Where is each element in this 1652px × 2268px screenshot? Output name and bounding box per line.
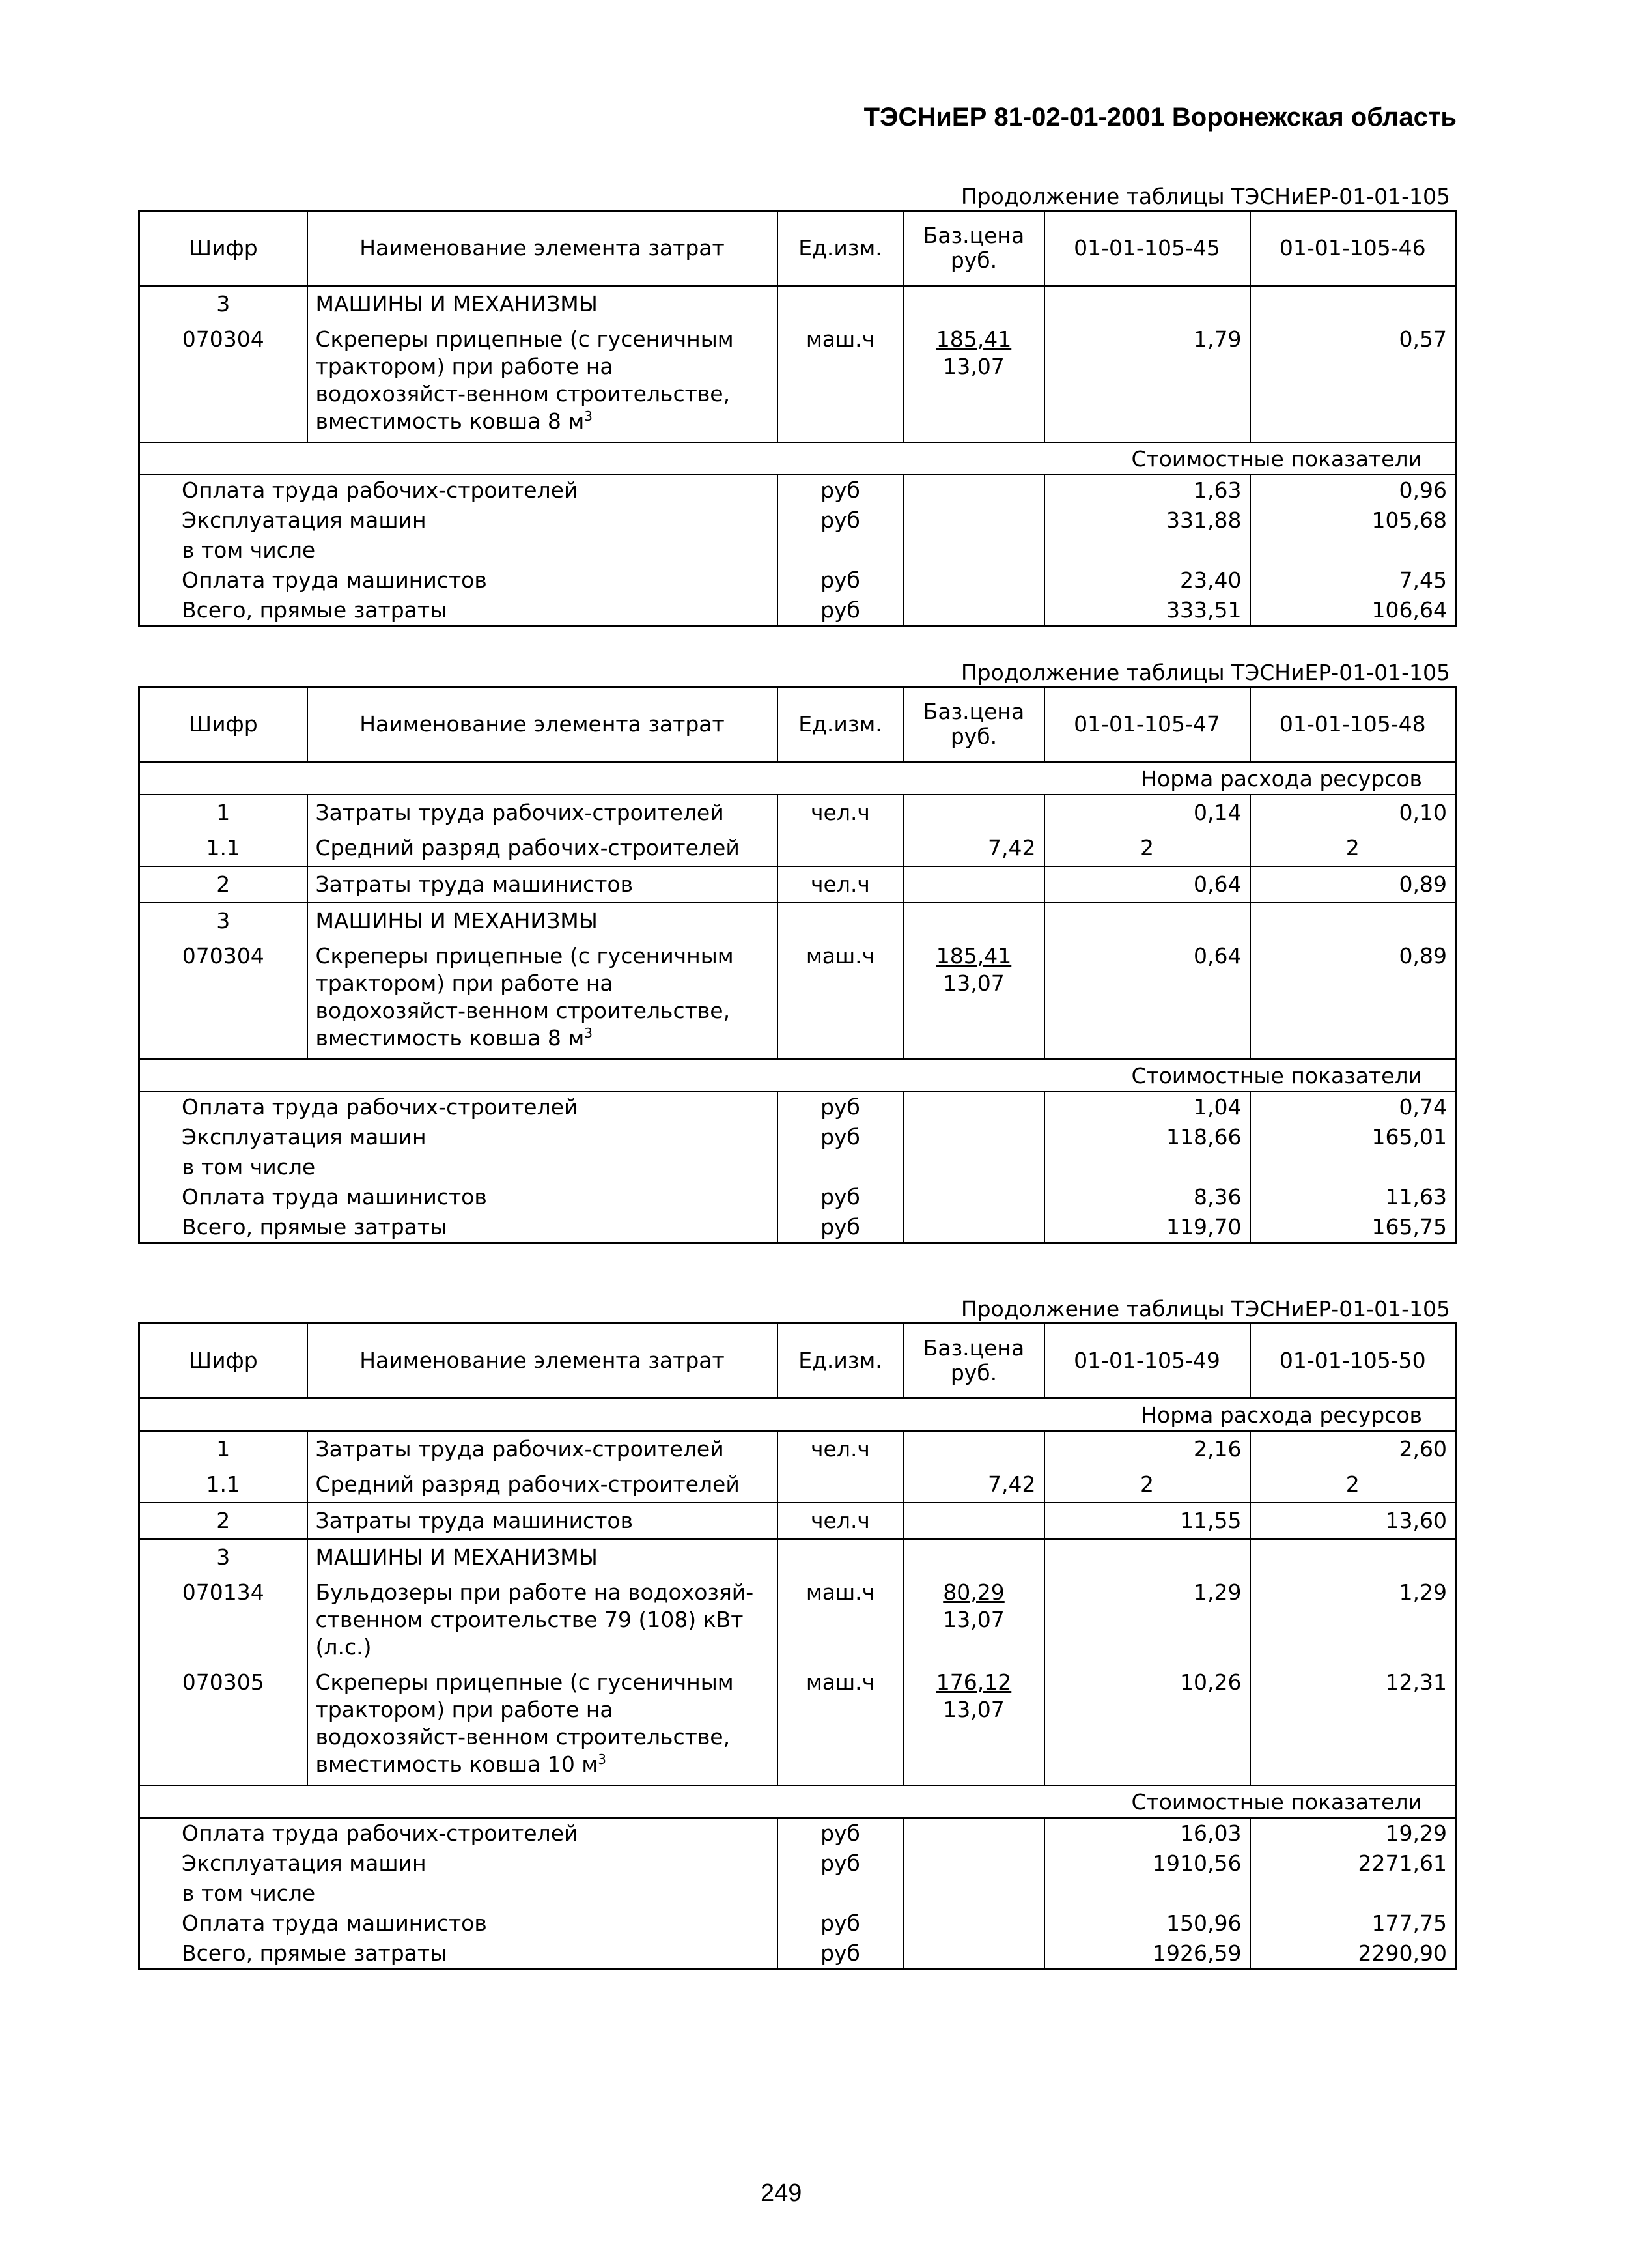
row-value: 2,60 (1250, 1431, 1456, 1467)
row-code: 070304 (139, 322, 307, 439)
totals-row (139, 1878, 1456, 1908)
empty-cell (904, 1878, 1044, 1908)
row-name: Затраты труда машинистов (307, 1503, 777, 1539)
empty-cell (777, 1539, 904, 1575)
row-price (904, 1503, 1044, 1539)
machine-name-text: Скреперы прицепные (с гусеничным трактором) при работе на водохозяйст-венном строительстве, вместимость ковша 8 м (315, 943, 734, 1051)
row-value: 0,89 (1250, 866, 1456, 903)
table-continuation-caption: Продолжение таблицы ТЭСНиЕР-01-01-105 (960, 184, 1450, 209)
totals-value: 118,66 (1044, 1122, 1250, 1152)
machine-row (139, 1665, 1456, 1782)
totals-label: в том числе (139, 535, 777, 565)
totals-unit (777, 1878, 904, 1908)
totals-value: 0,74 (1250, 1092, 1456, 1122)
empty-cell (904, 535, 1044, 565)
machine-row (139, 939, 1456, 1056)
totals-row (139, 565, 1456, 595)
col-name-header: Наименование элемента затрат (307, 687, 777, 762)
totals-label: Эксплуатация машин (139, 505, 777, 535)
machines-header-row (139, 1539, 1456, 1575)
row-value: 2,16 (1044, 1431, 1250, 1467)
row-code: 3 (139, 1539, 307, 1575)
row-price (904, 322, 1044, 439)
totals-value (1044, 1878, 1250, 1908)
empty-cell (1250, 903, 1456, 939)
row-unit: маш.ч (777, 1665, 904, 1782)
totals-value (1250, 535, 1456, 565)
empty-cell (904, 903, 1044, 939)
totals-row (139, 1818, 1456, 1849)
row-code: 2 (139, 1503, 307, 1539)
empty-cell (904, 1818, 1044, 1849)
empty-cell (904, 1908, 1044, 1938)
totals-row (139, 595, 1456, 627)
col-unit-header: Ед.изм. (777, 211, 904, 286)
table-continuation-caption: Продолжение таблицы ТЭСНиЕР-01-01-105 (960, 660, 1450, 685)
empty-cell (1250, 1539, 1456, 1575)
totals-value: 1926,59 (1044, 1938, 1250, 1970)
totals-label: в том числе (139, 1152, 777, 1182)
row-name (307, 322, 777, 439)
empty-cell (1044, 903, 1250, 939)
row-name (307, 1575, 777, 1665)
totals-unit: руб (777, 1938, 904, 1970)
totals-value: 105,68 (1250, 505, 1456, 535)
totals-value: 333,51 (1044, 595, 1250, 627)
col-norm-header: 01-01-105-48 (1250, 687, 1456, 762)
totals-unit: руб (777, 1908, 904, 1938)
totals-unit: руб (777, 1182, 904, 1212)
totals-value: 1,63 (1044, 475, 1250, 505)
table-continuation-caption: Продолжение таблицы ТЭСНиЕР-01-01-105 (960, 1296, 1450, 1322)
row-value: 2 (1250, 830, 1456, 866)
totals-row (139, 505, 1456, 535)
row-unit: чел.ч (777, 866, 904, 903)
row-value: 1,29 (1044, 1575, 1250, 1665)
row-value: 0,10 (1250, 795, 1456, 830)
row-value: 1,29 (1250, 1575, 1456, 1665)
totals-value: 150,96 (1044, 1908, 1250, 1938)
table-row (139, 866, 1456, 903)
col-norm-header: 01-01-105-49 (1044, 1324, 1250, 1398)
empty-cell (904, 1212, 1044, 1243)
col-code-header: Шифр (139, 1324, 307, 1398)
totals-value (1250, 1878, 1456, 1908)
totals-label: в том числе (139, 1878, 777, 1908)
totals-unit: руб (777, 595, 904, 627)
price-main: 176,12 (936, 1669, 1012, 1695)
row-unit: маш.ч (777, 1575, 904, 1665)
totals-value (1250, 1152, 1456, 1182)
empty-cell (904, 286, 1044, 322)
resource-table (138, 1322, 1457, 1970)
totals-value: 106,64 (1250, 595, 1456, 627)
resource-table (138, 210, 1457, 627)
row-code: 1.1 (139, 1467, 307, 1503)
empty-cell (904, 1092, 1044, 1122)
empty-cell (777, 903, 904, 939)
machines-header-row (139, 903, 1456, 939)
price-sub: 13,07 (943, 1697, 1005, 1722)
totals-value: 8,36 (1044, 1182, 1250, 1212)
empty-cell (904, 1182, 1044, 1212)
row-value: 10,26 (1044, 1665, 1250, 1782)
table-row (139, 1467, 1456, 1503)
empty-cell (904, 1539, 1044, 1575)
table-row (139, 795, 1456, 830)
totals-unit: руб (777, 505, 904, 535)
resource-table (138, 686, 1457, 1244)
row-value: 2 (1044, 1467, 1250, 1503)
totals-unit: руб (777, 1122, 904, 1152)
totals-row (139, 1122, 1456, 1152)
table-row (139, 1431, 1456, 1467)
empty-cell (777, 286, 904, 322)
empty-cell (904, 595, 1044, 627)
empty-cell (1044, 1539, 1250, 1575)
totals-label: Оплата труда рабочих-строителей (139, 475, 777, 505)
totals-row (139, 1938, 1456, 1970)
totals-value: 0,96 (1250, 475, 1456, 505)
row-value: 0,89 (1250, 939, 1456, 1056)
totals-value: 165,01 (1250, 1122, 1456, 1152)
table-row (139, 1503, 1456, 1539)
price-main: 80,29 (943, 1580, 1005, 1605)
row-value: 2 (1250, 1467, 1456, 1503)
empty-cell (1250, 286, 1456, 322)
cost-section-row (139, 1059, 1456, 1092)
col-price-header: Баз.цена руб. (904, 687, 1044, 762)
totals-label: Оплата труда рабочих-строителей (139, 1092, 777, 1122)
unit-superscript: 3 (584, 408, 593, 424)
row-value: 2 (1044, 830, 1250, 866)
row-price (904, 1431, 1044, 1467)
unit-superscript: 3 (598, 1751, 606, 1767)
table-header-row (139, 211, 1456, 286)
row-name (307, 939, 777, 1056)
row-value: 0,57 (1250, 322, 1456, 439)
row-code: 1.1 (139, 830, 307, 866)
empty-cell (904, 565, 1044, 595)
price-sub: 13,07 (943, 354, 1005, 379)
totals-value: 7,45 (1250, 565, 1456, 595)
row-name: МАШИНЫ И МЕХАНИЗМЫ (307, 1539, 777, 1575)
row-code: 2 (139, 866, 307, 903)
row-price (904, 1575, 1044, 1665)
empty-cell (904, 1122, 1044, 1152)
totals-row (139, 1092, 1456, 1122)
totals-row (139, 475, 1456, 505)
cost-section-row (139, 442, 1456, 475)
totals-unit: руб (777, 565, 904, 595)
totals-label: Эксплуатация машин (139, 1122, 777, 1152)
totals-label: Оплата труда машинистов (139, 1908, 777, 1938)
machine-name-text: Бульдозеры при работе на водохозяй-ственном строительстве 79 (108) кВт (л.с.) (315, 1580, 754, 1660)
col-name-header: Наименование элемента затрат (307, 1324, 777, 1398)
totals-value: 1910,56 (1044, 1849, 1250, 1878)
row-code: 070304 (139, 939, 307, 1056)
totals-label: Оплата труда машинистов (139, 1182, 777, 1212)
row-name: Средний разряд рабочих-строителей (307, 830, 777, 866)
col-price-header: Баз.цена руб. (904, 1324, 1044, 1398)
totals-value: 119,70 (1044, 1212, 1250, 1243)
row-code: 3 (139, 903, 307, 939)
price-sub: 13,07 (943, 1607, 1005, 1632)
norm-section-label: Норма расхода ресурсов (139, 762, 1456, 795)
totals-value: 1,04 (1044, 1092, 1250, 1122)
table-header-row (139, 1324, 1456, 1398)
row-unit: маш.ч (777, 939, 904, 1056)
totals-value (1044, 1152, 1250, 1182)
page-number: 249 (761, 2179, 802, 2207)
totals-unit: руб (777, 1849, 904, 1878)
row-unit (777, 1467, 904, 1503)
row-price (904, 866, 1044, 903)
row-value: 0,64 (1044, 866, 1250, 903)
totals-value: 177,75 (1250, 1908, 1456, 1938)
totals-label: Всего, прямые затраты (139, 1212, 777, 1243)
col-code-header: Шифр (139, 687, 307, 762)
row-price (904, 939, 1044, 1056)
row-unit: чел.ч (777, 1431, 904, 1467)
totals-value: 2271,61 (1250, 1849, 1456, 1878)
totals-row (139, 1849, 1456, 1878)
row-name: Затраты труда машинистов (307, 866, 777, 903)
totals-value: 331,88 (1044, 505, 1250, 535)
totals-unit: руб (777, 475, 904, 505)
totals-value: 19,29 (1250, 1818, 1456, 1849)
row-name: Затраты труда рабочих-строителей (307, 1431, 777, 1467)
col-price-header: Баз.цена руб. (904, 211, 1044, 286)
cost-section-label: Стоимостные показатели (139, 1785, 1456, 1818)
cost-section-label: Стоимостные показатели (139, 442, 1456, 475)
row-name: МАШИНЫ И МЕХАНИЗМЫ (307, 903, 777, 939)
totals-unit: руб (777, 1092, 904, 1122)
totals-row (139, 1212, 1456, 1243)
row-name: Затраты труда рабочих-строителей (307, 795, 777, 830)
empty-cell (904, 1152, 1044, 1182)
empty-cell (904, 1938, 1044, 1970)
totals-value: 16,03 (1044, 1818, 1250, 1849)
row-value: 13,60 (1250, 1503, 1456, 1539)
machine-row (139, 1575, 1456, 1665)
totals-unit: руб (777, 1212, 904, 1243)
cost-section-row (139, 1785, 1456, 1818)
row-unit: чел.ч (777, 1503, 904, 1539)
norm-section-label: Норма расхода ресурсов (139, 1398, 1456, 1432)
row-name: МАШИНЫ И МЕХАНИЗМЫ (307, 286, 777, 322)
totals-label: Всего, прямые затраты (139, 595, 777, 627)
row-name (307, 1665, 777, 1782)
empty-cell (904, 475, 1044, 505)
norm-section-row (139, 762, 1456, 795)
col-name-header: Наименование элемента затрат (307, 211, 777, 286)
price-main: 185,41 (936, 326, 1012, 352)
row-code: 1 (139, 795, 307, 830)
totals-row (139, 535, 1456, 565)
row-price: 7,42 (904, 1467, 1044, 1503)
row-price (904, 795, 1044, 830)
cost-section-label: Стоимостные показатели (139, 1059, 1456, 1092)
machines-header-row (139, 286, 1456, 322)
col-unit-header: Ед.изм. (777, 687, 904, 762)
row-code: 3 (139, 286, 307, 322)
empty-cell (904, 505, 1044, 535)
table-row (139, 830, 1456, 866)
row-unit (777, 830, 904, 866)
totals-value: 165,75 (1250, 1212, 1456, 1243)
totals-label: Эксплуатация машин (139, 1849, 777, 1878)
machine-row (139, 322, 1456, 439)
empty-cell (904, 1849, 1044, 1878)
price-main: 185,41 (936, 943, 1012, 969)
row-value: 0,14 (1044, 795, 1250, 830)
empty-cell (1044, 286, 1250, 322)
totals-row (139, 1182, 1456, 1212)
row-price: 7,42 (904, 830, 1044, 866)
totals-value: 2290,90 (1250, 1938, 1456, 1970)
totals-row (139, 1152, 1456, 1182)
row-code: 070134 (139, 1575, 307, 1665)
col-norm-header: 01-01-105-47 (1044, 687, 1250, 762)
col-norm-header: 01-01-105-45 (1044, 211, 1250, 286)
col-norm-header: 01-01-105-50 (1250, 1324, 1456, 1398)
row-value: 11,55 (1044, 1503, 1250, 1539)
totals-value: 11,63 (1250, 1182, 1456, 1212)
price-sub: 13,07 (943, 971, 1005, 996)
machine-name-text: Скреперы прицепные (с гусеничным трактором) при работе на водохозяйст-венном строительстве, вместимость ковша 10 м (315, 1669, 734, 1777)
page-header: ТЭСНиЕР 81-02-01-2001 Воронежская область (863, 103, 1457, 132)
totals-label: Всего, прямые затраты (139, 1938, 777, 1970)
row-unit: маш.ч (777, 322, 904, 439)
totals-unit: руб (777, 1818, 904, 1849)
row-name: Средний разряд рабочих-строителей (307, 1467, 777, 1503)
totals-unit (777, 1152, 904, 1182)
col-code-header: Шифр (139, 211, 307, 286)
table-header-row (139, 687, 1456, 762)
col-unit-header: Ед.изм. (777, 1324, 904, 1398)
row-code: 070305 (139, 1665, 307, 1782)
norm-section-row (139, 1398, 1456, 1432)
totals-unit (777, 535, 904, 565)
col-norm-header: 01-01-105-46 (1250, 211, 1456, 286)
row-price (904, 1665, 1044, 1782)
row-value: 12,31 (1250, 1665, 1456, 1782)
row-code: 1 (139, 1431, 307, 1467)
machine-name-text: Скреперы прицепные (с гусеничным трактором) при работе на водохозяйст-венном строительстве, вместимость ковша 8 м (315, 326, 734, 434)
row-unit: чел.ч (777, 795, 904, 830)
totals-value: 23,40 (1044, 565, 1250, 595)
unit-superscript: 3 (584, 1025, 593, 1041)
totals-label: Оплата труда машинистов (139, 565, 777, 595)
row-value: 1,79 (1044, 322, 1250, 439)
row-value: 0,64 (1044, 939, 1250, 1056)
totals-row (139, 1908, 1456, 1938)
totals-value (1044, 535, 1250, 565)
totals-label: Оплата труда рабочих-строителей (139, 1818, 777, 1849)
